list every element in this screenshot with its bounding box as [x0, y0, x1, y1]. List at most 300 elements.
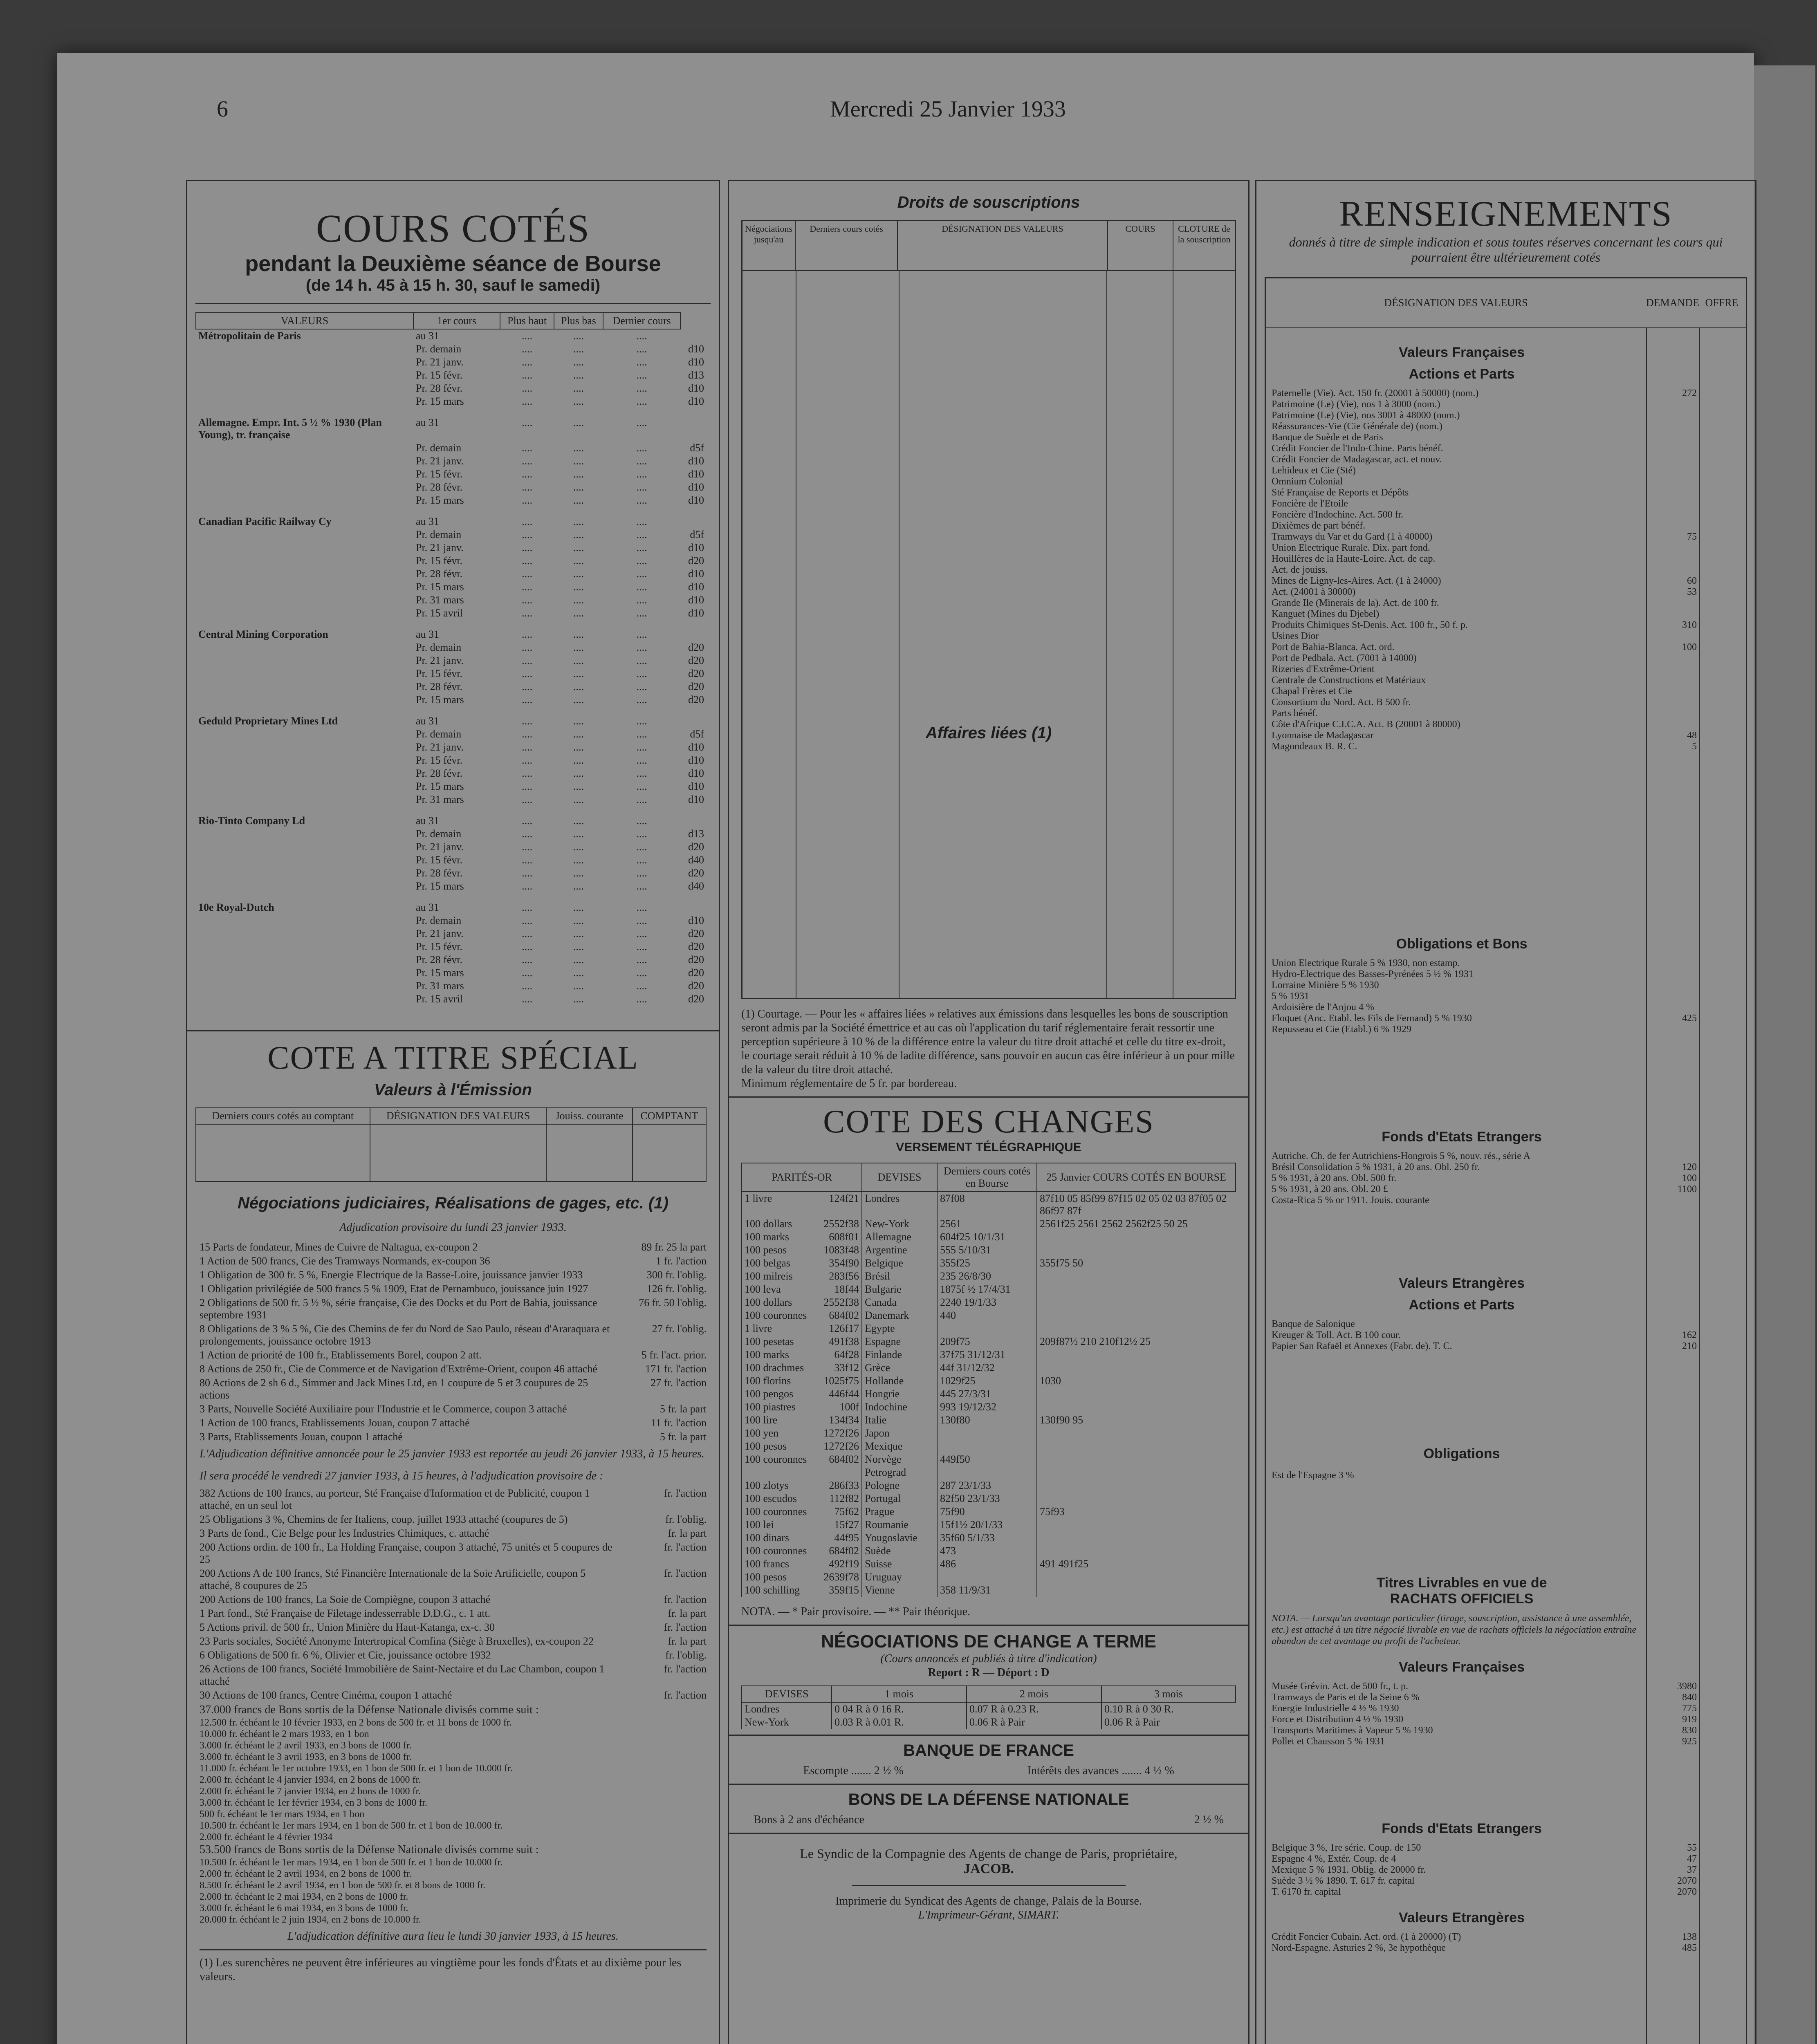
item-value: fr. l'action [664, 1689, 707, 1701]
parity-value: 491f38 [829, 1336, 859, 1347]
demand-value [1648, 476, 1697, 487]
dots: .... [573, 568, 584, 580]
parity-unit: 100 marks [745, 1231, 790, 1243]
demand-value [1648, 958, 1697, 969]
term-label: Pr. 28 févr. [416, 382, 463, 394]
table-row [1272, 1932, 1750, 1943]
table-row [1272, 1002, 1750, 1013]
item-value: 171 fr. l'action [645, 1363, 707, 1375]
demand-value: 3980 [1677, 1681, 1697, 1692]
item-text: 382 Actions de 100 francs, au porteur, Sté Française d'Information et de Publicité, coupon 1 attaché, en un seul lot [200, 1487, 590, 1511]
last-price: d20 [688, 681, 704, 693]
demand-value: 840 [1682, 1692, 1697, 1703]
divider [729, 1625, 1248, 1626]
divider [852, 1885, 1126, 1886]
term-label: Pr. 21 janv. [416, 741, 464, 753]
adjudication-date: Adjudication provisoire du lundi 23 janvier 1933. [339, 1221, 567, 1234]
dots: .... [636, 607, 647, 619]
table-row [1272, 454, 1750, 465]
dots: .... [573, 993, 584, 1005]
dots: .... [573, 594, 584, 606]
security-name: Allemagne. Empr. Int. 5 ½ % 1930 (Plan Young), tr. française [198, 417, 382, 441]
demand-value: 2070 [1677, 1887, 1697, 1897]
divider [195, 303, 711, 304]
table-row [196, 940, 707, 953]
value-name: 5 % 1931, à 20 ans. Obl. 500 fr. [1272, 1173, 1397, 1183]
table-row [1272, 1024, 1750, 1035]
cell: 0.10 R à 0 30 R. [1101, 1702, 1236, 1716]
terme-table [741, 1685, 1236, 1729]
dots: .... [522, 694, 533, 706]
value-name: Transports Maritimes à Vapeur 5 % 1930 [1272, 1725, 1433, 1736]
quotes-today [1037, 1584, 1236, 1597]
table-row [1272, 609, 1750, 620]
parity-unit: 100 florins [745, 1375, 791, 1387]
demand-value [1648, 410, 1697, 421]
parity [742, 1505, 862, 1518]
list-item [200, 1541, 707, 1566]
table-row [196, 395, 707, 408]
dots: .... [522, 767, 533, 779]
dots: .... [636, 641, 647, 653]
parity [742, 1571, 862, 1584]
list-item [200, 1363, 707, 1375]
table-row [1272, 958, 1750, 969]
security-name [196, 594, 413, 607]
column-header: DÉSIGNATION DES VALEURS [370, 1108, 547, 1124]
table-row [1272, 421, 1750, 432]
list-item [200, 1649, 707, 1661]
cell: Londres [742, 1702, 832, 1716]
value-name: Musée Grévin. Act. de 500 fr., t. p. [1272, 1681, 1408, 1692]
term-label: Pr. 15 févr. [416, 369, 463, 381]
currency: Bulgarie [862, 1283, 937, 1296]
dots: .... [522, 867, 533, 879]
column-header: DEVISES [742, 1686, 832, 1702]
dots: .... [636, 568, 647, 580]
term-label: au 31 [416, 815, 440, 827]
table-row [1272, 1013, 1750, 1024]
list-item: 3.000 fr. échéant le 1er février 1934, en 3 bons de 1000 fr. [200, 1797, 428, 1808]
dots: .... [573, 754, 584, 766]
dots: .... [636, 793, 647, 805]
term-label: Pr. 15 mars [416, 694, 464, 706]
section-heading: Fonds d'Etats Etrangers [1382, 1821, 1542, 1836]
quotes-today: 2561f25 2561 2562 2562f25 50 25 [1037, 1217, 1236, 1230]
list-item: 3.000 fr. échéant le 2 avril 1933, en 3 bons de 1000 fr. [200, 1740, 412, 1751]
table-row [1272, 465, 1750, 476]
item-value: 5 fr. la part [660, 1403, 707, 1415]
item-text: 8 Actions de 250 fr., Cie de Commerce et de Navigation d'Extrême-Orient, coupon 46 attaché [200, 1363, 597, 1375]
item-value: 11 fr. l'action [651, 1417, 707, 1429]
syndic-name: JACOB. [963, 1861, 1014, 1876]
parity [742, 1440, 862, 1453]
cours-cotes-title: COURS COTÉS [316, 206, 590, 250]
dots: .... [522, 581, 533, 593]
demand-value: 120 [1682, 1162, 1697, 1172]
table-row [1272, 576, 1750, 587]
last-price: d20 [688, 928, 704, 939]
item-text: 30 Actions de 100 francs, Centre Cinéma, coupon 1 attaché [200, 1689, 452, 1701]
dots: .... [573, 767, 584, 779]
dots: .... [573, 542, 584, 554]
parity [742, 1544, 862, 1558]
currency: Hollande [862, 1374, 937, 1387]
column-header: Négociations jusqu'au [743, 221, 796, 270]
value-name: Banque de Suède et de Paris [1272, 432, 1383, 443]
table-row [742, 1531, 1236, 1544]
list-item [200, 1567, 707, 1592]
dots: .... [573, 793, 584, 805]
table-row [196, 594, 707, 607]
value-name: Act. (24001 à 30000) [1272, 587, 1356, 597]
table-row [1272, 1725, 1750, 1736]
dots: .... [522, 529, 533, 540]
last-price [680, 515, 707, 528]
currency: Londres [862, 1192, 937, 1217]
renseignements-table [1265, 277, 1747, 2044]
last-quote: 555 5/10/31 [937, 1244, 1037, 1257]
table-row [196, 515, 707, 528]
last-quote: 44f 31/12/32 [937, 1361, 1037, 1374]
table-row [742, 1270, 1236, 1283]
item-text: 5 Actions privil. de 500 fr., Union Minière du Haut-Katanga, ex-c. 30 [200, 1621, 495, 1633]
term-label: Pr. demain [416, 641, 462, 653]
last-price: d10 [688, 568, 704, 580]
demand-value [1648, 719, 1697, 730]
term-label: Pr. 28 févr. [416, 767, 463, 779]
parity-value: 124f21 [829, 1192, 859, 1204]
last-price: d10 [688, 356, 704, 368]
dots: .... [522, 941, 533, 953]
column-header: Derniers cours cotés [796, 221, 898, 270]
quotes-today: 1030 [1037, 1374, 1236, 1387]
list-item [200, 1663, 707, 1688]
table-row [1272, 598, 1750, 609]
cours-cotes-hours: (de 14 h. 45 à 15 h. 30, sauf le samedi) [305, 276, 601, 294]
table-row [742, 1296, 1236, 1309]
dots: .... [636, 330, 647, 342]
value-name: Mexique 5 % 1931. Oblig. de 20000 fr. [1272, 1865, 1426, 1875]
item-value: fr. la part [668, 1635, 707, 1647]
last-quote: 440 [937, 1309, 1037, 1322]
table-row [1272, 1865, 1750, 1876]
dots: .... [522, 628, 533, 640]
security-name [196, 382, 413, 395]
dots: .... [636, 954, 647, 966]
last-price: d10 [688, 581, 704, 593]
last-quote: 35f60 5/1/33 [937, 1531, 1037, 1544]
section-heading: Actions et Parts [1409, 366, 1515, 382]
column-header: DEVISES [862, 1163, 937, 1192]
dots: .... [573, 880, 584, 892]
value-name: Nord-Espagne. Asturies 2 %, 3e hypothèque [1272, 1943, 1446, 1953]
table-row [196, 442, 707, 455]
dots: .... [522, 914, 533, 926]
parity [742, 1453, 862, 1466]
table-row [1272, 1853, 1750, 1865]
list-item: 500 fr. échéant le 1er mars 1934, en 1 bon [200, 1809, 365, 1820]
currency: Belgique [862, 1257, 937, 1270]
table-row [742, 1217, 1236, 1230]
currency: Allemagne [862, 1230, 937, 1244]
value-name: Port de Bahia-Blanca. Act. ord. [1272, 642, 1395, 652]
currency: Norvège [862, 1453, 937, 1466]
security-name [196, 741, 413, 754]
term-label: Pr. demain [416, 728, 462, 740]
parity-unit: 100 escudos [745, 1493, 797, 1504]
item-value: 5 fr. l'act. prior. [641, 1349, 707, 1361]
dots: .... [573, 395, 584, 407]
value-name: Est de l'Espagne 3 % [1272, 1470, 1354, 1481]
dots: .... [636, 343, 647, 355]
item-text: 2 Obligations de 500 fr. 5 ½ %, série française, Cie des Docks et du Port de Bahia, jouissance septembre 1931 [200, 1297, 597, 1321]
quotes-today [1037, 1230, 1236, 1244]
last-quote: 37f75 31/12/31 [937, 1348, 1037, 1361]
parity-value: 283f56 [829, 1270, 859, 1282]
dots: .... [522, 928, 533, 939]
table-row [742, 1361, 1236, 1374]
table-row [1272, 1162, 1750, 1173]
cell: 0.03 R à 0.01 R. [832, 1716, 967, 1729]
value-name: Energie Industrielle 4 ½ % 1930 [1272, 1703, 1399, 1714]
dots: .... [636, 854, 647, 866]
currency: Argentine [862, 1244, 937, 1257]
dots: .... [573, 841, 584, 853]
list-item [200, 1689, 707, 1701]
term-label: Pr. 21 janv. [416, 841, 464, 853]
section-heading: Valeurs Françaises [1398, 345, 1525, 360]
list-item [200, 1377, 707, 1401]
dots: .... [636, 369, 647, 381]
item-value: fr. l'action [664, 1487, 707, 1499]
parity-unit: 100 pesetas [745, 1336, 794, 1347]
item-value: fr. la part [668, 1527, 707, 1539]
column-header: Plus haut [500, 313, 554, 329]
dots: .... [636, 815, 647, 827]
security-name [196, 793, 413, 806]
droits-min: Minimum réglementaire de 5 fr. par bordereau. [741, 1077, 957, 1090]
parity-value: 286f33 [829, 1479, 859, 1491]
demand-value: 53 [1687, 587, 1697, 597]
table-row [742, 1387, 1236, 1401]
table-row [742, 1518, 1236, 1531]
table-row [196, 641, 707, 654]
currency: Suisse [862, 1558, 937, 1571]
item-text: 15 Parts de fondateur, Mines de Cuivre de Naltagua, ex-coupon 2 [200, 1241, 478, 1253]
cote-special-table [195, 1107, 707, 1182]
table-row [742, 1702, 1236, 1716]
security-name [196, 854, 413, 867]
last-quote: 15f1½ 20/1/33 [937, 1518, 1037, 1531]
value-name: Lorraine Minière 5 % 1930 [1272, 980, 1379, 991]
cell: New-York [742, 1716, 832, 1729]
column-header: Plus bas [554, 313, 603, 329]
dots: .... [636, 417, 647, 428]
table-row [742, 1558, 1236, 1571]
last-price [680, 416, 707, 442]
term-label: Pr. demain [416, 343, 462, 355]
list-item [200, 1621, 707, 1634]
divider [729, 1096, 1248, 1098]
currency: Hongrie [862, 1387, 937, 1401]
spacer [196, 706, 707, 715]
dots: .... [636, 914, 647, 926]
security-name [196, 455, 413, 468]
dots: .... [573, 901, 584, 913]
dots: .... [522, 641, 533, 653]
dots: .... [522, 417, 533, 428]
demand-value [1648, 980, 1697, 991]
column-header: DÉSIGNATION DES VALEURS [898, 221, 1108, 270]
column-header: COMPTANT [633, 1108, 706, 1124]
table-row [742, 1479, 1236, 1492]
dots: .... [573, 654, 584, 666]
table-row [196, 680, 707, 693]
parity [742, 1296, 862, 1309]
security-name [196, 780, 413, 793]
item-value: 5 fr. la part [660, 1431, 707, 1443]
parity-unit: 1 livre [745, 1192, 772, 1204]
column-header: CLOTURE de la souscription [1178, 224, 1231, 244]
dots: .... [573, 581, 584, 593]
parity-value: 2552f38 [823, 1296, 859, 1308]
bons-a-intro: 37.000 francs de Bons sortis de la Défense Nationale divisés comme suit : [200, 1703, 539, 1716]
item-text: 3 Parts de fond., Cie Belge pour les Industries Chimiques, c. attaché [200, 1527, 489, 1539]
parity [742, 1230, 862, 1244]
security-name: Métropolitain de Paris [198, 330, 301, 342]
parity-unit: 1 livre [745, 1322, 772, 1334]
item-value: 126 fr. l'oblig. [646, 1283, 707, 1295]
section-heading: Valeurs Etrangères [1398, 1275, 1525, 1291]
table-row [196, 628, 707, 641]
parity-value: 359f15 [829, 1584, 859, 1596]
quotes-today [1037, 1309, 1236, 1322]
table-row [196, 741, 707, 754]
quotes-today [1037, 1322, 1236, 1335]
parity [742, 1217, 862, 1230]
column-header: Jouiss. courante [546, 1108, 632, 1124]
security-name [196, 654, 413, 667]
table-row [196, 854, 707, 867]
currency: Egypte [862, 1322, 937, 1335]
page-header [155, 96, 1750, 129]
quotes-today [1037, 1401, 1236, 1414]
spacer [1272, 1747, 1750, 1809]
parity [742, 1348, 862, 1361]
section-heading: Valeurs Françaises [1398, 1659, 1525, 1675]
table-row [1272, 443, 1750, 454]
syndic-line: Le Syndic de la Compagnie des Agents de change de Paris, propriétaire, [800, 1846, 1178, 1861]
list-item [200, 1607, 707, 1620]
last-quote [937, 1571, 1037, 1584]
value-name: Chapal Frères et Cie [1272, 686, 1352, 697]
last-quote: 287 23/1/33 [937, 1479, 1037, 1492]
security-name: Rio-Tinto Company Ld [198, 815, 305, 827]
last-price [680, 329, 707, 343]
dots: .... [573, 515, 584, 527]
demand-value [1648, 520, 1697, 531]
table-row [196, 927, 707, 940]
term-label: Pr. 21 janv. [416, 455, 464, 467]
value-name: Lehideux et Cie (Sté) [1272, 465, 1356, 476]
table-row [196, 494, 707, 507]
list-item: 2.000 fr. échéant le 7 janvier 1934, en 2 bons de 1000 fr. [200, 1786, 421, 1797]
item-text: 3 Parts, Nouvelle Société Auxiliaire pour l'Industrie et le Commerce, coupon 3 attaché [200, 1403, 567, 1415]
divider [187, 1030, 719, 1031]
dots: .... [573, 356, 584, 368]
note-procede: Il sera procédé le vendredi 27 janvier 1933, à 15 heures, à l'adjudication provisoire de : [200, 1470, 603, 1482]
quotes-today [1037, 1244, 1236, 1257]
demand-value [1648, 454, 1697, 465]
last-price: d20 [688, 668, 704, 679]
last-quote: 235 26/8/30 [937, 1270, 1037, 1283]
dots: .... [573, 694, 584, 706]
item-text: 1 Obligation privilégiée de 500 francs 5 % 1909, Etat de Pernambuco, jouissance juin 1927 [200, 1283, 588, 1295]
security-name: Geduld Proprietary Mines Ltd [198, 715, 338, 727]
term-label: Pr. demain [416, 914, 462, 926]
value-name: Crédit Foncier de Madagascar, act. et nouv. [1272, 454, 1442, 465]
rachats-note: NOTA. — Lorsqu'un avantage particulier (tirage, souscription, assistance à une assemblée, etc.) est attaché à un titre négocié livrable en vue de rachats officiels la négociation entraîne abandon de cet avantage au profit de l'acheteur. [1272, 1613, 1637, 1647]
item-value: 1 fr. l'action [656, 1255, 707, 1267]
term-label: Pr. 31 mars [416, 980, 464, 992]
dots: .... [573, 455, 584, 467]
demand-value: 1100 [1677, 1184, 1697, 1195]
parity [742, 1401, 862, 1414]
quotes-today: 87f10 05 85f99 87f15 02 05 02 03 87f05 02 86f97 87f [1037, 1192, 1236, 1217]
dots: .... [573, 641, 584, 653]
security-name [196, 993, 413, 1006]
item-text: 200 Actions A de 100 francs, Sté Financière Internationale de la Soie Artificielle, coupon 5 attaché, 8 coupures de 25 [200, 1567, 586, 1591]
currency: Espagne [862, 1335, 937, 1348]
dots: .... [573, 854, 584, 866]
last-price: d20 [688, 841, 704, 853]
parity-value: 1272f26 [823, 1427, 859, 1439]
section-heading: Obligations et Bons [1396, 936, 1528, 952]
demand-value [1648, 598, 1697, 609]
last-quote: 604f25 10/1/31 [937, 1230, 1037, 1244]
parity-value: 44f95 [834, 1532, 859, 1544]
quotes-today [1037, 1492, 1236, 1505]
demand-value: 100 [1682, 1173, 1697, 1183]
list-item: 3.000 fr. échéant le 3 avril 1933, en 3 bons de 1000 fr. [200, 1752, 412, 1762]
item-text: 200 Actions ordin. de 100 fr., La Holding Française, coupon 3 attaché, 75 unités et 5 coupures de 25 [200, 1541, 612, 1565]
table-row [196, 455, 707, 468]
quotes-today: 209f87½ 210 210f12½ 25 [1037, 1335, 1236, 1348]
parity [742, 1584, 862, 1597]
list-item: 20.000 fr. échéant le 2 juin 1934, en 2 bons de 10.000 fr. [200, 1914, 421, 1925]
table-row [742, 1335, 1236, 1348]
value-name: Union Electrique Rurale. Dix. part fond. [1272, 542, 1430, 553]
parity-value: 492f19 [829, 1558, 859, 1570]
table-row [196, 966, 707, 979]
column-cours-cotes [186, 180, 720, 2044]
renseignements-title: RENSEIGNEMENTS [1339, 194, 1673, 234]
term-label: Pr. 15 févr. [416, 854, 463, 866]
security-name [196, 607, 413, 620]
dots: .... [573, 343, 584, 355]
section-heading: Titres Livrables en vue de [1376, 1575, 1547, 1591]
term-label: Pr. 31 mars [416, 793, 464, 805]
term-label: Pr. 15 mars [416, 581, 464, 593]
security-name [196, 979, 413, 993]
table-row [1272, 1703, 1750, 1714]
negociations-body [200, 1221, 707, 1984]
table-row [196, 567, 707, 580]
table-row [1272, 1173, 1750, 1184]
value-name: Consortium du Nord. Act. B 500 fr. [1272, 697, 1411, 708]
table-row [1272, 1319, 1750, 1330]
